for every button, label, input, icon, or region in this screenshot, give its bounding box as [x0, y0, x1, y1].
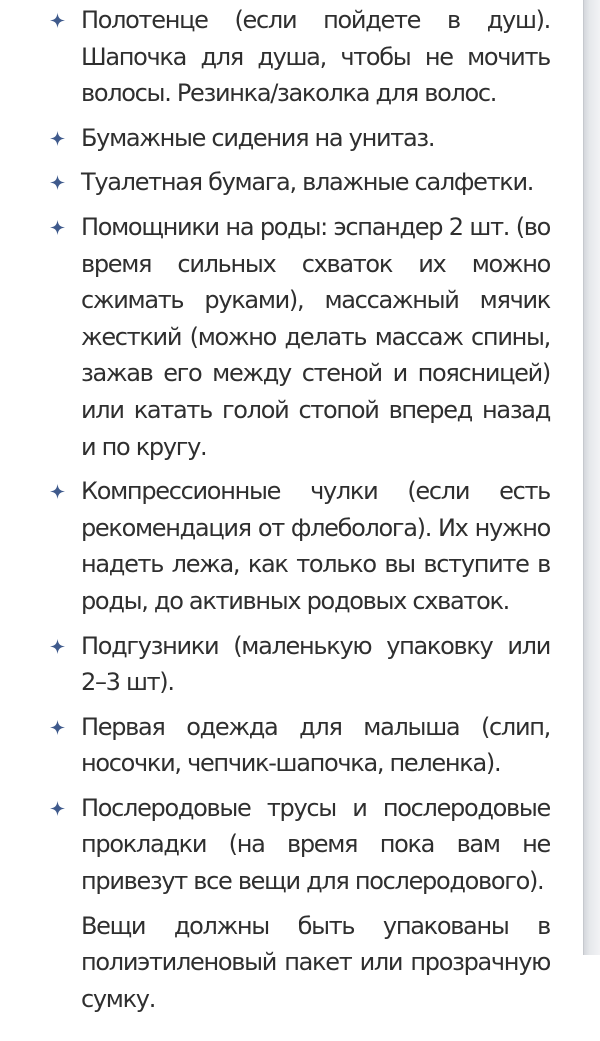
- list-item: [50, 709, 550, 782]
- list-item: [50, 209, 550, 465]
- list-item: [50, 164, 550, 201]
- list-item-text: Первая одежда для малыша (слип, носочки, чепчик-шапочка, пеленка).: [81, 712, 550, 778]
- four-point-star-icon: [50, 131, 65, 146]
- list-item-text: Полотенце (если пойдете в душ). Шапочка для душа, чтобы не мочить волосы. Резинка/заколка для волос.: [81, 6, 550, 108]
- four-point-star-icon: [50, 639, 65, 654]
- list-item: [50, 2, 550, 112]
- four-point-star-icon: [50, 175, 65, 190]
- list-item-text: Туалетная бумага, влажные салфетки.: [81, 168, 534, 197]
- list-item: [50, 473, 550, 619]
- list-item-text: Компрессионные чулки (если есть рекомендация от флеболога). Их нужно надеть лежа, как только вы вступите в роды, до активных родовых схваток.: [81, 477, 550, 615]
- closing-note: Вещи должны быть упакованы в полиэтиленовый пакет или прозрачную сумку.: [81, 911, 550, 1013]
- four-point-star-icon: [50, 720, 65, 735]
- four-point-star-icon: [50, 484, 65, 499]
- list-item-text: Подгузники (маленькую упаковку или 2–3 шт).: [81, 631, 550, 697]
- list-item-text: Помощники на роды: эспандер 2 шт. (во время сильных схваток их можно сжимать руками), массажный мячик жесткий (можно делать массаж спины, зажав его между стеной и поясницей) или катать голой стопой вперед назад и по кругу.: [81, 212, 550, 461]
- checklist-content: [50, 2, 550, 1041]
- page-edge-shadow: [583, 0, 600, 955]
- four-point-star-icon: [50, 220, 65, 235]
- list-item: [50, 628, 550, 701]
- list-item: [50, 120, 550, 157]
- four-point-star-icon: [50, 13, 65, 28]
- four-point-star-icon: [50, 801, 65, 816]
- list-item: [50, 790, 550, 900]
- list-item-text: Бумажные сидения на унитаз.: [81, 123, 435, 152]
- list-item-text: Послеродовые трусы и послеродовые прокладки (на время пока вам не привезут все вещи для послеродового).: [81, 793, 550, 896]
- checklist: [50, 2, 550, 900]
